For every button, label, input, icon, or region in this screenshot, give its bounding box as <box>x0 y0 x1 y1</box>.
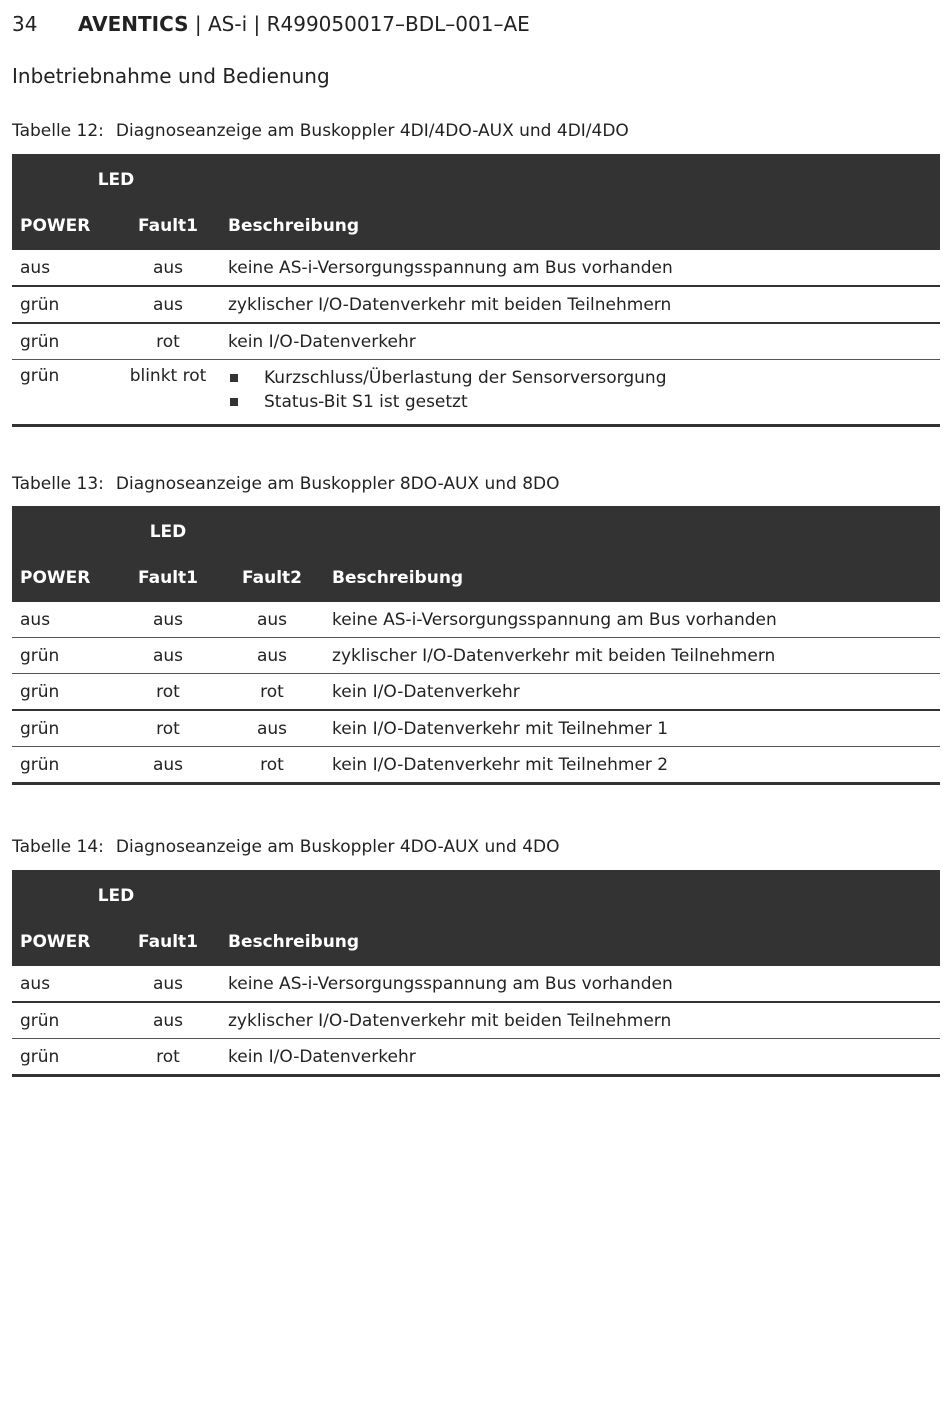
table-row <box>12 674 940 711</box>
bullet-item: Status-Bit S1 ist gesetzt <box>228 390 932 414</box>
fault2-cell: rot <box>220 674 324 711</box>
table-row <box>12 602 940 638</box>
fault1-cell: blinkt rot <box>116 360 220 426</box>
description-cell: kein I/O-Datenverkehr <box>220 323 940 360</box>
column-header-power: POWER <box>12 554 116 602</box>
fault1-cell: aus <box>116 250 220 286</box>
power-cell: grün <box>12 323 116 360</box>
power-cell: grün <box>12 286 116 323</box>
table-row <box>12 710 940 747</box>
description-cell: keine AS-i-Versorgungsspannung am Bus vorhanden <box>220 250 940 286</box>
column-header-power: POWER <box>12 202 116 250</box>
fault2-cell: aus <box>220 638 324 674</box>
document-id: | AS-i | R499050017–BDL–001–AE <box>188 12 530 36</box>
diagnostic-table-12 <box>12 154 940 427</box>
table-row <box>12 250 940 286</box>
column-header-fault1: Fault1 <box>116 554 220 602</box>
column-header-power: POWER <box>12 918 116 966</box>
column-header-fault1: Fault1 <box>116 918 220 966</box>
fault2-cell: aus <box>220 710 324 747</box>
description-cell: zyklischer I/O-Datenverkehr mit beiden Teilnehmern <box>324 638 940 674</box>
table-row <box>12 747 940 784</box>
fault1-cell: aus <box>116 602 220 638</box>
table-row <box>12 286 940 323</box>
brand-name: AVENTICS <box>78 12 189 36</box>
fault1-cell: aus <box>116 1002 220 1039</box>
bullet-list <box>228 366 932 414</box>
description-cell <box>220 360 940 426</box>
description-cell: kein I/O-Datenverkehr <box>220 1039 940 1076</box>
square-bullet-icon <box>230 398 238 406</box>
column-header-description: Beschreibung <box>220 202 940 250</box>
caption-text: Diagnoseanzeige am Buskoppler 4DO-AUX und 4DO <box>115 837 560 857</box>
column-header-fault2: Fault2 <box>220 554 324 602</box>
description-cell: zyklischer I/O-Datenverkehr mit beiden Teilnehmern <box>220 286 940 323</box>
fault1-cell: rot <box>116 323 220 360</box>
fault1-cell: aus <box>116 286 220 323</box>
column-header-description: Beschreibung <box>220 918 940 966</box>
fault2-cell: rot <box>220 747 324 784</box>
description-cell: kein I/O-Datenverkehr <box>324 674 940 711</box>
power-cell: aus <box>12 602 116 638</box>
power-cell: grün <box>12 710 116 747</box>
caption-text: Diagnoseanzeige am Buskoppler 8DO-AUX und 8DO <box>115 474 560 494</box>
led-group-header: LED <box>12 870 220 918</box>
table-row <box>12 360 940 426</box>
fault1-cell: rot <box>116 674 220 711</box>
section-title: Inbetriebnahme und Bedienung <box>12 64 330 88</box>
power-cell: grün <box>12 638 116 674</box>
table-row <box>12 323 940 360</box>
power-cell: grün <box>12 747 116 784</box>
fault1-cell: aus <box>116 966 220 1002</box>
table-row <box>12 638 940 674</box>
caption-label: Tabelle 14: <box>12 837 104 857</box>
led-group-header: LED <box>12 154 220 202</box>
diagnostic-table-13 <box>12 506 940 785</box>
power-cell: grün <box>12 1002 116 1039</box>
description-cell: keine AS-i-Versorgungsspannung am Bus vorhanden <box>324 602 940 638</box>
table-row <box>12 966 940 1002</box>
table-row <box>12 1039 940 1076</box>
square-bullet-icon <box>230 374 238 382</box>
fault1-cell: rot <box>116 1039 220 1076</box>
table-row <box>12 1002 940 1039</box>
power-cell: grün <box>12 674 116 711</box>
power-cell: grün <box>12 1039 116 1076</box>
fault1-cell: aus <box>116 747 220 784</box>
column-header-description: Beschreibung <box>324 554 940 602</box>
fault1-cell: aus <box>116 638 220 674</box>
running-header <box>12 12 530 36</box>
fault1-cell: rot <box>116 710 220 747</box>
caption-label: Tabelle 12: <box>12 121 104 141</box>
description-cell: kein I/O-Datenverkehr mit Teilnehmer 2 <box>324 747 940 784</box>
page-number: 34 <box>12 12 38 36</box>
led-group-header: LED <box>12 506 324 554</box>
caption-text: Diagnoseanzeige am Buskoppler 4DI/4DO-AUX und 4DI/4DO <box>115 121 629 141</box>
column-header-fault1: Fault1 <box>116 202 220 250</box>
table-13-caption <box>12 474 560 494</box>
table-14-caption <box>12 837 560 857</box>
bullet-item: Kurzschluss/Überlastung der Sensorversorgung <box>228 366 932 390</box>
power-cell: aus <box>12 250 116 286</box>
diagnostic-table-14 <box>12 870 940 1077</box>
description-cell: kein I/O-Datenverkehr mit Teilnehmer 1 <box>324 710 940 747</box>
fault2-cell: aus <box>220 602 324 638</box>
caption-label: Tabelle 13: <box>12 474 104 494</box>
power-cell: grün <box>12 360 116 426</box>
description-cell: keine AS-i-Versorgungsspannung am Bus vorhanden <box>220 966 940 1002</box>
power-cell: aus <box>12 966 116 1002</box>
description-cell: zyklischer I/O-Datenverkehr mit beiden Teilnehmern <box>220 1002 940 1039</box>
table-12-caption <box>12 121 629 141</box>
